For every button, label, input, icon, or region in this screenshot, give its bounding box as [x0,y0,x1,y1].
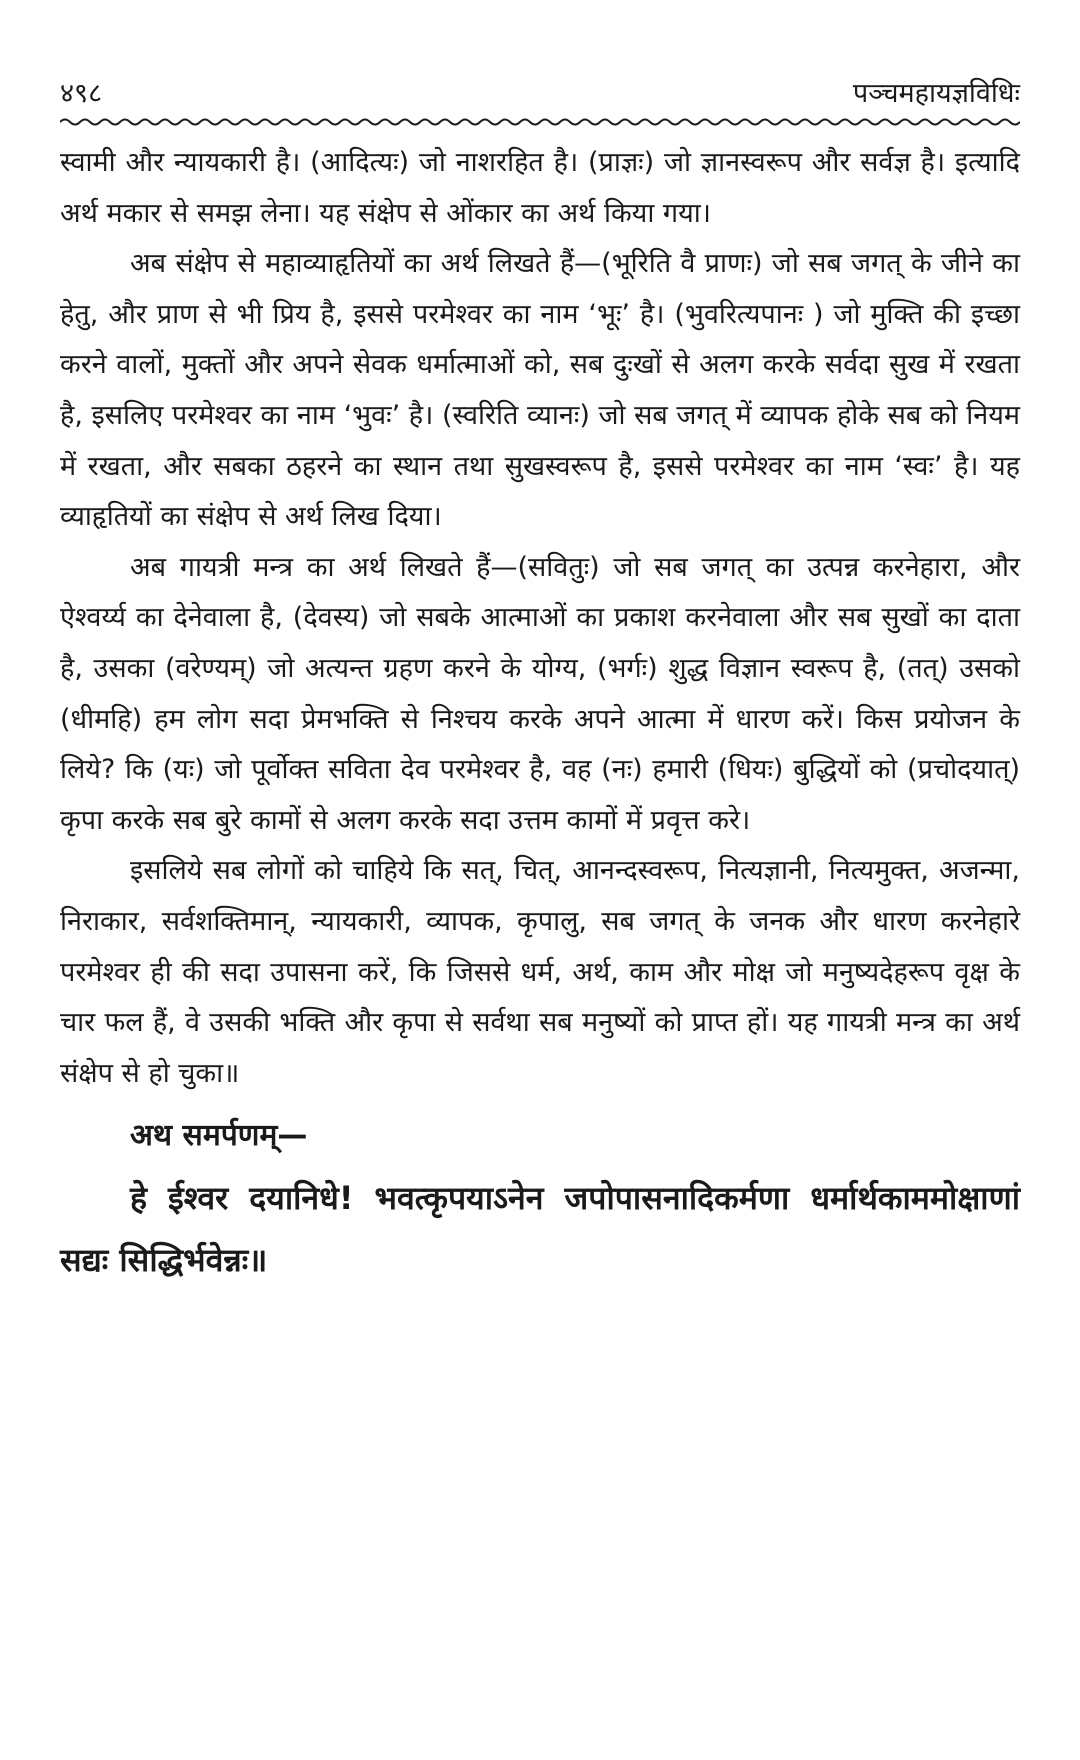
paragraph-continuation: स्वामी और न्यायकारी है। (आदित्यः) जो नाशरहित है। (प्राज्ञः) जो ज्ञानस्वरूप और सर्वज्ञ है। इत्यादि अर्थ मकार से समझ लेना। यह संक्षेप से ओंकार का अर्थ किया गया। [60,147,1020,229]
wavy-divider [60,116,1020,128]
samarpan-prayer: हे ईश्वर दयानिधे! भवत्कृपयाऽनेन जपोपासनादिकर्मणा धर्मार्थकाममोक्षाणां सद्यः सिद्धिर्भवेन्नः॥ [60,1179,1020,1280]
paragraph-gayatri: अब गायत्री मन्त्र का अर्थ लिखते हैं—(सवितुः) जो सब जगत् का उत्पन्न करनेहारा, और ऐश्वर्य्य का देनेवाला है, (देवस्य) जो सबके आत्माओं का प्रकाश करनेवाला और सब सुखों का दाता है, उसका (वरेण्यम्) जो अत्यन्त ग्रहण करने के योग्य, (भर्गः) शुद्ध विज्ञान स्वरूप है, (तत्) उसको (धीमहि) हम लोग सदा प्रेमभक्ति से निश्चय करके अपने आत्मा में धारण करें। किस प्रयोजन के लिये? कि (यः) जो पूर्वोक्त सविता देव परमेश्वर है, वह (नः) हमारी (धियः) बुद्धियों को (प्रचोदयात्) कृपा करके सब बुरे कामों से अलग करके सदा उत्तम कामों में प्रवृत्त करे। [60,551,1021,836]
page-number: ४९८ [60,78,103,109]
page-body [60,138,1020,1291]
paragraph-vyahriti: अब संक्षेप से महाव्याहृतियों का अर्थ लिखते हैं—(भूरिति वै प्राणः) जो सब जगत् के जीने का हेतु, और प्राण से भी प्रिय है, इससे परमेश्वर का नाम ‘भूः’ है। (भुवरित्यपानः ) जो मुक्ति की इच्छा करने वालों, मुक्तों और अपने सेवक धर्मात्माओं को, सब दुःखों से अलग करके सर्वदा सुख में रखता है, इसलिए परमेश्वर का नाम ‘भुवः’ है। (स्वरिति व्यानः) जो सब जगत् में व्यापक होके सब को नियम में रखता, और सबका ठहरने का स्थान तथा सुखस्वरूप है, इससे परमेश्वर का नाम ‘स्वः’ है। यह व्याहृतियों का संक्षेप से अर्थ लिख दिया। [60,248,1020,533]
paragraph-upasana: इसलिये सब लोगों को चाहिये कि सत्, चित्, आनन्दस्वरूप, नित्यज्ञानी, नित्यमुक्त, अजन्मा, निराकार, सर्वशक्तिमान्, न्यायकारी, व्यापक, कृपालु, सब जगत् के जनक और धारण करनेहारे परमेश्वर ही की सदा उपासना करें, कि जिससे धर्म, अर्थ, काम और मोक्ष जो मनुष्यदेहरूप वृक्ष के चार फल हैं, वे उसकी भक्ति और कृपा से सर्वथा सब मनुष्यों को प्राप्त हों। यह गायत्री मन्त्र का अर्थ संक्षेप से हो चुका॥ [60,855,1020,1089]
page-header [60,60,1020,110]
section-heading: अथ समर्पणम्— [130,1118,308,1154]
chapter-title: पञ्चमहायज्ञविधिः [852,78,1020,109]
